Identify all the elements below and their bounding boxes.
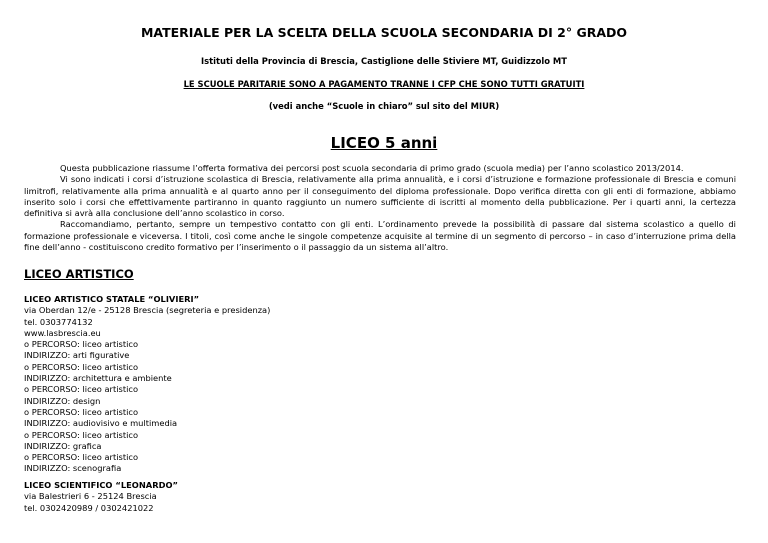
intro-paragraph-1: Questa pubblicazione riassume l’offerta formativa dei percorsi post scuola secondaria di primo grado (scuola media) per l’anno scolastico 2013/2014. [60, 163, 684, 173]
school-phone: tel. 0302420989 / 0302421022 [24, 502, 154, 513]
indirizzo-line: INDIRIZZO: arti figurative [24, 350, 130, 361]
percorso-line: o PERCORSO: liceo artistico [24, 429, 139, 440]
school-address: via Balestrieri 6 - 25124 Brescia [24, 491, 157, 502]
indirizzo-line: INDIRIZZO: scenografia [24, 463, 122, 474]
intro-text [24, 163, 736, 253]
indirizzo-line: INDIRIZZO: architettura e ambiente [24, 373, 172, 384]
school-address: via Oberdan 12/e - 25128 Brescia (segreteria e presidenza) [24, 305, 271, 316]
indirizzo-line: INDIRIZZO: design [24, 395, 101, 406]
paid-schools-notice: LE SCUOLE PARITARIE SONO A PAGAMENTO TRANNE I CFP CHE SONO TUTTI GRATUITI [183, 79, 585, 89]
intro-paragraph-2: Vi sono indicati i corsi d’istruzione scolastica di Brescia, relativamente alla prima annualità, e i corsi d’istruzione e formazione professionale di Brescia e comuni limitrofi, relativamente alla prima annualità e al quarto anno per il conseguimento del diploma professionale. Dopo verifica diretta con gli enti di formazione, abbiamo inserito solo i corsi che effettivamente partiranno in quanto raggiunto un numero sufficiente di iscritti al momento della pubblicazione. Per i quarti anni, la certezza definitiva si avrà alla conclusione dell’anno scolastico in corso. [24, 174, 736, 219]
percorso-line: o PERCORSO: liceo artistico [24, 384, 139, 395]
percorso-line: o PERCORSO: liceo artistico [24, 339, 139, 350]
indirizzo-line: INDIRIZZO: grafica [24, 440, 102, 451]
school-name: LICEO SCIENTIFICO “LEONARDO” [24, 480, 178, 490]
percorso-line: o PERCORSO: liceo artistico [24, 406, 139, 417]
document-subtitle: Istituti della Provincia di Brescia, Castiglione delle Stiviere MT, Guidizzolo MT [201, 56, 567, 66]
school-website: www.lasbrescia.eu [24, 327, 101, 338]
school-name: LICEO ARTISTICO STATALE “OLIVIERI” [24, 294, 200, 304]
indirizzo-line: INDIRIZZO: audiovisivo e multimedia [24, 418, 178, 429]
percorso-line: o PERCORSO: liceo artistico [24, 452, 139, 463]
document-title: MATERIALE PER LA SCELTA DELLA SCUOLA SECONDARIA DI 2° GRADO [140, 25, 628, 40]
percorso-line: o PERCORSO: liceo artistico [24, 361, 139, 372]
intro-paragraph-3: Raccomandiamo, pertanto, sempre un tempestivo contatto con gli enti. L’ordinamento prevede la possibilità di passare dal sistema scolastico a quello di formazione professionale e viceversa. I titoli, così come anche le singole competenze acquisite al termine di un segmento di percorso – in caso d’interruzione prima della fine dell’anno - costituiscono credito formativo per l’inserimento o il passaggio da un sistema all’altro. [24, 219, 736, 253]
miur-note: (vedi anche “Scuole in chiaro” sul sito del MIUR) [268, 101, 500, 111]
school-entry [24, 294, 270, 475]
section-title: LICEO 5 anni [330, 134, 438, 152]
category-heading: LICEO ARTISTICO [24, 267, 134, 281]
school-entry [24, 480, 178, 514]
school-phone: tel. 0303774132 [24, 316, 93, 327]
